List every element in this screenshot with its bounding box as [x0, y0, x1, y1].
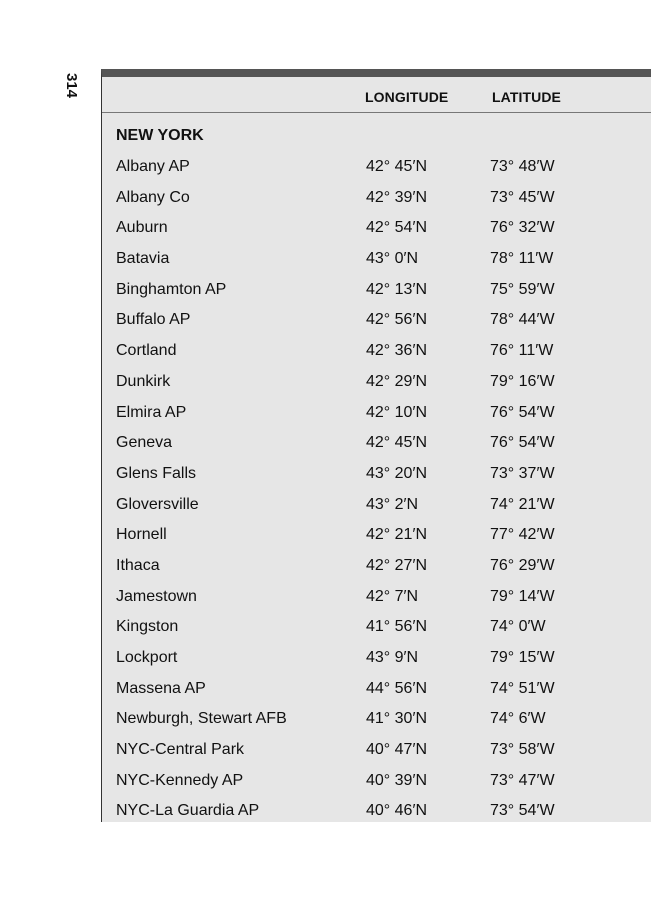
- section-title: NEW YORK: [116, 127, 204, 144]
- longitude-value: 42° 7′N: [366, 587, 419, 605]
- latitude-value: 79° 16′W: [490, 372, 555, 390]
- latitude-value: 76° 54′W: [490, 434, 555, 452]
- page-number-text: 314: [63, 72, 81, 98]
- latitude-value: 76° 32′W: [490, 219, 555, 237]
- place-name: NYC-La Guardia AP: [116, 802, 260, 820]
- longitude-value: 43° 2′N: [366, 495, 419, 513]
- table-row: [102, 614, 651, 645]
- table-row: [102, 522, 651, 553]
- longitude-value: 43° 9′N: [366, 649, 419, 666]
- latitude-value: 77° 42′W: [490, 526, 555, 544]
- table-row: [102, 277, 651, 308]
- table-row: [102, 369, 651, 400]
- table-row: [102, 154, 651, 185]
- latitude-value: 76° 54′W: [490, 403, 555, 421]
- latitude-value: 73° 37′W: [490, 464, 555, 482]
- table-row: [102, 676, 651, 707]
- table-row: [102, 215, 651, 246]
- place-name: Batavia: [116, 250, 170, 268]
- place-name: Lockport: [116, 649, 178, 666]
- latitude-value: 75° 59′W: [490, 280, 555, 298]
- place-name: Kingston: [116, 618, 179, 636]
- table-row: [102, 185, 651, 216]
- longitude-value: 41° 30′N: [366, 710, 427, 728]
- longitude-value: 43° 20′N: [366, 464, 427, 482]
- table-row: [102, 645, 651, 676]
- table-row: [102, 492, 651, 523]
- longitude-value: 42° 29′N: [366, 372, 427, 390]
- latitude-value: 78° 11′W: [490, 250, 554, 268]
- place-name: Cortland: [116, 342, 177, 360]
- latitude-value: 76° 29′W: [490, 556, 555, 574]
- column-header-longitude: LONGITUDE: [365, 89, 449, 105]
- table-row: [102, 246, 651, 277]
- latitude-value: 73° 58′W: [490, 741, 555, 759]
- longitude-value: 43° 0′N: [366, 250, 419, 268]
- longitude-value: 42° 10′N: [366, 403, 427, 421]
- longitude-value: 42° 45′N: [366, 434, 427, 452]
- place-name: Geneva: [116, 434, 173, 452]
- table-row: [102, 768, 651, 799]
- latitude-value: 73° 47′W: [490, 771, 555, 789]
- table-row: [102, 430, 651, 461]
- place-name: Jamestown: [116, 587, 197, 605]
- place-name: NYC-Kennedy AP: [116, 771, 244, 789]
- longitude-value: 44° 56′N: [366, 679, 427, 697]
- longitude-value: 42° 21′N: [366, 526, 427, 544]
- place-name: Hornell: [116, 526, 167, 544]
- page-number: [64, 70, 80, 100]
- latitude-value: 79° 14′W: [490, 587, 555, 605]
- column-header-latitude: LATITUDE: [492, 89, 561, 105]
- place-name: Gloversville: [116, 495, 199, 513]
- latitude-value: 73° 54′W: [490, 802, 555, 820]
- place-name: Albany Co: [116, 188, 190, 206]
- longitude-value: 42° 54′N: [366, 219, 427, 237]
- latitude-value: 73° 48′W: [490, 158, 555, 175]
- table-row: [102, 553, 651, 584]
- table-row: [102, 584, 651, 615]
- place-name: Albany AP: [116, 158, 190, 175]
- place-name: Dunkirk: [116, 372, 171, 390]
- latitude-value: 74° 21′W: [490, 495, 555, 513]
- place-name: Elmira AP: [116, 403, 187, 421]
- longitude-value: 42° 45′N: [366, 158, 427, 175]
- longitude-value: 40° 46′N: [366, 802, 427, 820]
- table-row: [102, 737, 651, 768]
- place-name: Binghamton AP: [116, 280, 227, 298]
- latitude-value: 78° 44′W: [490, 311, 555, 329]
- place-name: NYC-Central Park: [116, 741, 245, 759]
- latitude-value: 79° 15′W: [490, 649, 555, 666]
- table-row: [102, 400, 651, 431]
- latitude-value: 74° 6′W: [490, 710, 546, 728]
- longitude-value: 42° 36′N: [366, 342, 427, 360]
- table-header-row: [102, 77, 651, 113]
- latitude-value: 74° 0′W: [490, 618, 546, 636]
- place-name: Auburn: [116, 219, 168, 237]
- latitude-value: 73° 45′W: [490, 188, 555, 206]
- longitude-value: 40° 39′N: [366, 771, 427, 789]
- place-name: Newburgh, Stewart AFB: [116, 710, 287, 728]
- place-name: Glens Falls: [116, 464, 197, 482]
- table-row: [102, 798, 651, 829]
- longitude-value: 42° 27′N: [366, 556, 427, 574]
- longitude-value: 40° 47′N: [366, 741, 427, 759]
- longitude-value: 42° 56′N: [366, 311, 427, 329]
- latitude-value: 76° 11′W: [490, 342, 554, 360]
- table-row: [102, 706, 651, 737]
- table-body: [102, 154, 651, 829]
- table-row: [102, 338, 651, 369]
- longitude-value: 42° 13′N: [366, 280, 427, 298]
- latitude-value: 74° 51′W: [490, 679, 555, 697]
- place-name: Buffalo AP: [116, 311, 191, 329]
- place-name: Ithaca: [116, 556, 160, 574]
- table-row: [102, 461, 651, 492]
- table-row: [102, 307, 651, 338]
- place-name: Massena AP: [116, 679, 206, 697]
- longitude-value: 41° 56′N: [366, 618, 427, 636]
- coordinates-table: [101, 69, 651, 822]
- longitude-value: 42° 39′N: [366, 188, 427, 206]
